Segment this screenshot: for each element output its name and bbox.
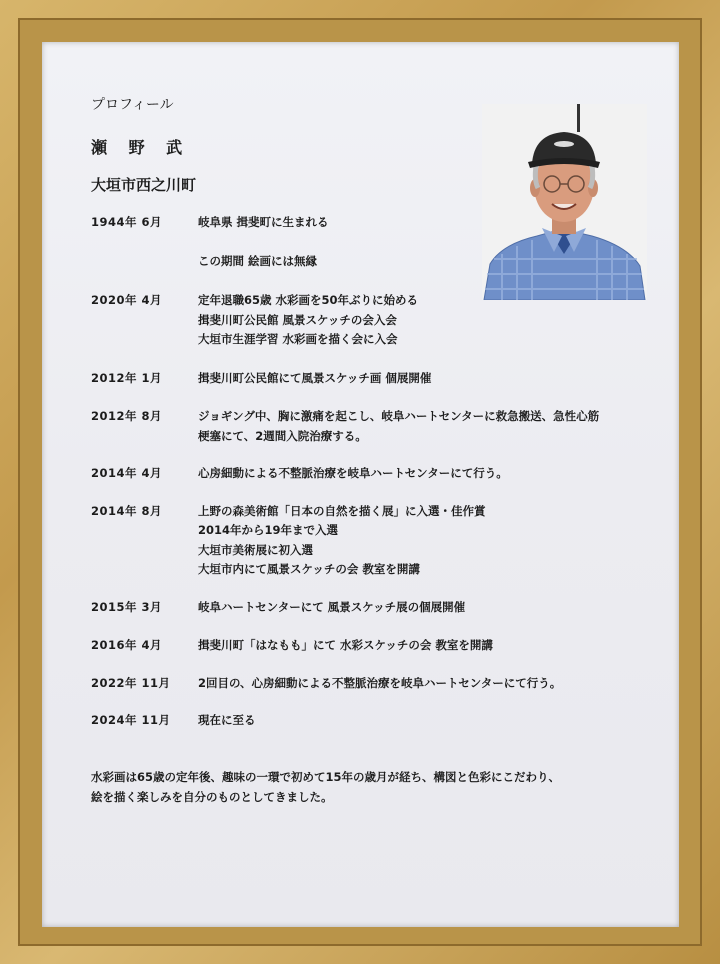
closing-text: 絵を描く楽しみを自分のものとしてきました。 <box>91 790 333 804</box>
timeline-date: 2012年 1月 <box>91 371 163 385</box>
timeline-text: ジョギング中、胸に激痛を起こし、岐阜ハートセンターに救急搬送、急性心筋 <box>198 409 600 423</box>
timeline-text: 大垣市生涯学習 水彩画を描く会に入会 <box>198 332 398 346</box>
timeline-text: 大垣市内にて風景スケッチの会 教室を開講 <box>198 562 420 576</box>
timeline-text: 2014年から19年まで入選 <box>198 523 339 537</box>
timeline-text: 現在に至る <box>198 713 256 727</box>
timeline-text: 2回目の、心房細動による不整脈治療を岐阜ハートセンターにて行う。 <box>198 676 562 690</box>
timeline-text: 揖斐川町公民館にて風景スケッチ画 個展開催 <box>198 371 432 385</box>
person-address: 大垣市西之川町 <box>91 176 197 194</box>
profile-heading: プロフィール <box>91 97 174 113</box>
timeline-text: 揖斐川町公民館 風景スケッチの会入会 <box>198 313 397 327</box>
timeline-text: この期間 絵画には無縁 <box>198 254 318 268</box>
timeline-date: 2024年 11月 <box>91 713 171 727</box>
timeline-text: 揖斐川町「はなもも」にて 水彩スケッチの会 教室を開講 <box>198 638 493 652</box>
timeline-text: 岐阜ハートセンターにて 風景スケッチ展の個展開催 <box>198 600 466 614</box>
timeline-date: 2015年 3月 <box>91 600 163 614</box>
portrait-illustration <box>482 104 647 300</box>
timeline-text: 岐阜県 揖斐町に生まれる <box>198 215 329 229</box>
timeline-date: 2012年 8月 <box>91 409 163 423</box>
timeline-date: 2022年 11月 <box>91 676 171 690</box>
timeline-date: 2014年 8月 <box>91 504 163 518</box>
timeline-text: 大垣市美術展に初入選 <box>198 543 313 557</box>
timeline-text: 定年退職65歳 水彩画を50年ぶりに始める <box>198 293 419 307</box>
timeline-text: 心房細動による不整脈治療を岐阜ハートセンターにて行う。 <box>198 466 508 480</box>
closing-text: 水彩画は65歳の定年後、趣味の一環で初めて15年の歳月が経ち、構図と色彩にこだわり、 <box>91 770 561 784</box>
timeline-date: 2016年 4月 <box>91 638 163 652</box>
timeline-date: 1944年 6月 <box>91 215 163 229</box>
timeline-date: 2020年 4月 <box>91 293 163 307</box>
timeline-text: 上野の森美術館「日本の自然を描く展」に入選・佳作賞 <box>198 504 486 518</box>
person-name: 瀬 野 武 <box>91 138 191 157</box>
timeline-date: 2014年 4月 <box>91 466 163 480</box>
portrait-photo <box>482 104 647 300</box>
timeline-text: 梗塞にて、2週間入院治療する。 <box>198 429 367 443</box>
